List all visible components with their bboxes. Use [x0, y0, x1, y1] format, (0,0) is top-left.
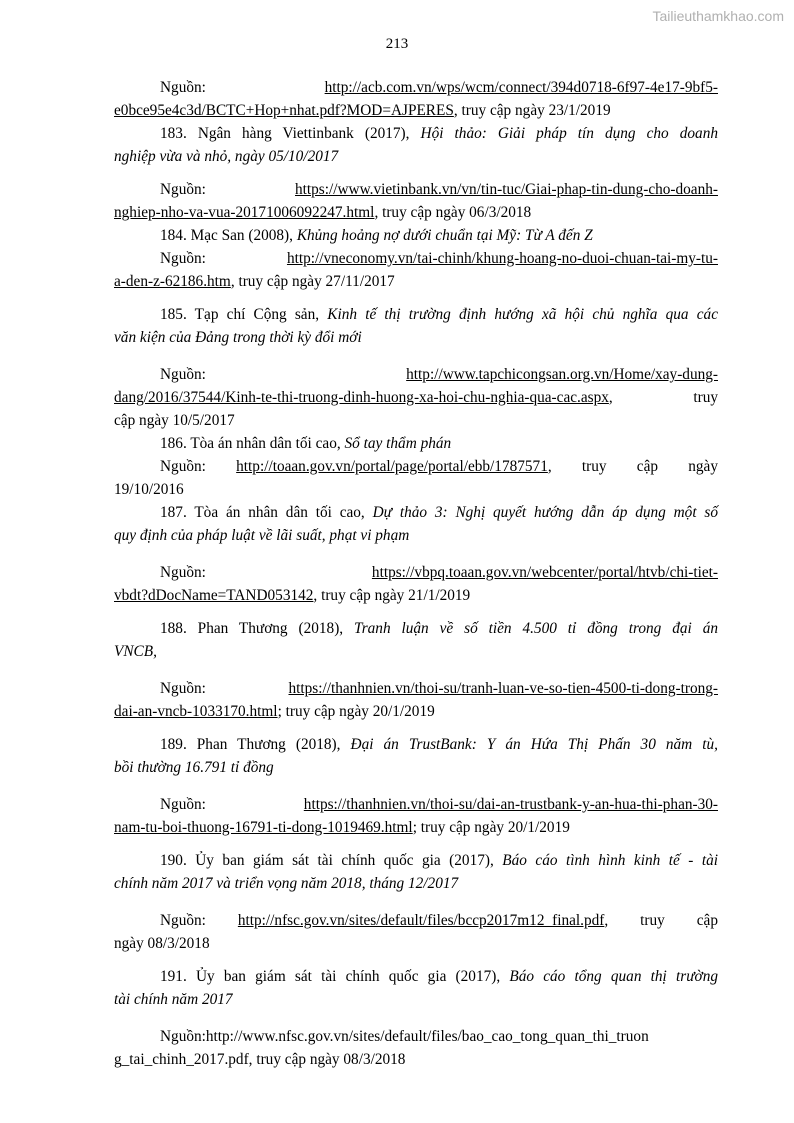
reference-191: 191. Ủy ban giám sát tài chính quốc gia (2017), Báo cáo tổng quan thị trường tài chính năm 2017 Nguồn:http://www.nfsc.gov.vn/sites/default/files/bao_cao_tong_quan_thi_truon g_tai_chinh_2017.pdf, truy cập ngày 08/3/2018: [114, 965, 718, 1071]
reference-189-link[interactable]: https://thanhnien.vn/thoi-su/dai-an-trustbank-y-an-hua-thi-phan-30-: [303, 796, 718, 813]
page-number: 213: [385, 36, 409, 52]
reference-185: 185. Tạp chí Cộng sản, Kinh tế thị trường định hướng xã hội chủ nghĩa qua các văn kiện của Đảng trong thời kỳ đổi mới Nguồn: http://www.tapchicongsan.org.vn/Home/xay-dung- dang/2016/37544/Kinh-te-thi-truong-dinh-huong-xa-hoi-chu-nghia-qua-cac.aspx, truy cập ngày 10/5/2017: [114, 306, 718, 429]
reference-188-link[interactable]: https://thanhnien.vn/thoi-su/tranh-luan-ve-so-tien-4500-ti-dong-trong-: [288, 680, 718, 697]
reference-185-link-cont[interactable]: dang/2016/37544/Kinh-te-thi-truong-dinh-huong-xa-hoi-chu-nghia-qua-cac.aspx: [114, 389, 609, 406]
reference-185-link[interactable]: http://www.tapchicongsan.org.vn/Home/xay-dung-: [406, 366, 718, 383]
reference-186: 186. Tòa án nhân dân tối cao, Sổ tay thẩm phán Nguồn: http://toaan.gov.vn/portal/page/portal/ebb/1787571, truy cập ngày 19/10/2016: [114, 435, 718, 498]
reference-189-link-cont[interactable]: nam-tu-boi-thuong-16791-ti-dong-1019469.html: [114, 819, 413, 836]
reference-190-link[interactable]: http://nfsc.gov.vn/sites/default/files/bccp2017m12_final.pdf: [237, 912, 605, 929]
reference-187: 187. Tòa án nhân dân tối cao, Dự thảo 3: Nghị quyết hướng dẫn áp dụng một số quy định của pháp luật về lãi suất, phạt vi phạm Nguồn: https://vbpq.toaan.gov.vn/webcenter/portal/htvb/chi-tiet- vbdt?dDocName=TAND053142, truy cập ngày 21/1/2019: [114, 504, 719, 604]
reference-188: 188. Phan Thương (2018), Tranh luận về số tiền 4.500 tỉ đồng trong đại án VNCB, Nguồn: https://thanhnien.vn/thoi-su/tranh-luan-ve-so-tien-4500-ti-dong-trong- dai-an-vncb-1033170.html; truy cập ngày 20/1/2019: [114, 620, 718, 720]
reference-184-link-cont[interactable]: a-den-z-62186.htm: [114, 273, 231, 290]
reference-189: 189. Phan Thương (2018), Đại án TrustBank: Y án Hứa Thị Phấn 30 năm tù, bồi thường 16.791 tỉ đồng Nguồn: https://thanhnien.vn/thoi-su/dai-an-trustbank-y-an-hua-thi-phan-30- nam-tu-boi-thuong-16791-ti-dong-1019469.html; truy cập ngày 20/1/2019: [114, 736, 718, 836]
watermark: Tailieuthamkhao.com: [652, 8, 784, 24]
reference-191-source-cont: g_tai_chinh_2017.pdf, truy cập ngày 08/3/2018: [114, 1051, 406, 1068]
reference-183: 183. Ngân hàng Viettinbank (2017), Hội thảo: Giải pháp tín dụng cho doanh nghiệp vừa và nhỏ, ngày 05/10/2017 Nguồn: https://www.vietinbank.vn/vn/tin-tuc/Giai-phap-tin-dung-cho-doanh- nghiep-nho-va-vua-20171006092247.html, truy cập ngày 06/3/2018: [114, 125, 718, 221]
reference-188-link-cont[interactable]: dai-an-vncb-1033170.html: [114, 703, 278, 720]
reference-183-link-cont[interactable]: nghiep-nho-va-vua-20171006092247.html: [114, 204, 375, 221]
reference-182-source: Nguồn: http://acb.com.vn/wps/wcm/connect/394d0718-6f97-4e17-9bf5- e0bce95e4c3d/BCTC+Hop+nhat.pdf?MOD=AJPERES, truy cập ngày 23/1/2019: [114, 79, 718, 119]
reference-184: 184. Mạc San (2008), Khủng hoảng nợ dưới chuẩn tại Mỹ: Từ A đến Z Nguồn: http://vneconomy.vn/tai-chinh/khung-hoang-no-duoi-chuan-tai-my-tu- a-den-z-62186.htm, truy cập ngày 27/11/2017: [114, 227, 718, 290]
reference-184-link[interactable]: http://vneconomy.vn/tai-chinh/khung-hoang-no-duoi-chuan-tai-my-tu-: [286, 250, 718, 267]
reference-list: [114, 76, 718, 1071]
reference-186-link[interactable]: http://toaan.gov.vn/portal/page/portal/ebb/1787571: [236, 458, 548, 475]
reference-182-link-cont[interactable]: e0bce95e4c3d/BCTC+Hop+nhat.pdf?MOD=AJPERES: [114, 102, 454, 119]
reference-191-source: Nguồn:http://www.nfsc.gov.vn/sites/default/files/bao_cao_tong_quan_thi_truon: [160, 1028, 649, 1045]
reference-182-link[interactable]: http://acb.com.vn/wps/wcm/connect/394d0718-6f97-4e17-9bf5-: [324, 79, 718, 96]
reference-190: 190. Ủy ban giám sát tài chính quốc gia (2017), Báo cáo tình hình kinh tế - tài chính năm 2017 và triển vọng năm 2018, tháng 12/2017 Nguồn: http://nfsc.gov.vn/sites/default/files/bccp2017m12_final.pdf, truy cập ngày 08/3/2018: [114, 852, 719, 952]
reference-183-link[interactable]: https://www.vietinbank.vn/vn/tin-tuc/Giai-phap-tin-dung-cho-doanh-: [295, 181, 718, 198]
reference-187-link-cont[interactable]: vbdt?dDocName=TAND053142: [114, 587, 314, 604]
reference-187-link[interactable]: https://vbpq.toaan.gov.vn/webcenter/portal/htvb/chi-tiet-: [371, 564, 718, 581]
